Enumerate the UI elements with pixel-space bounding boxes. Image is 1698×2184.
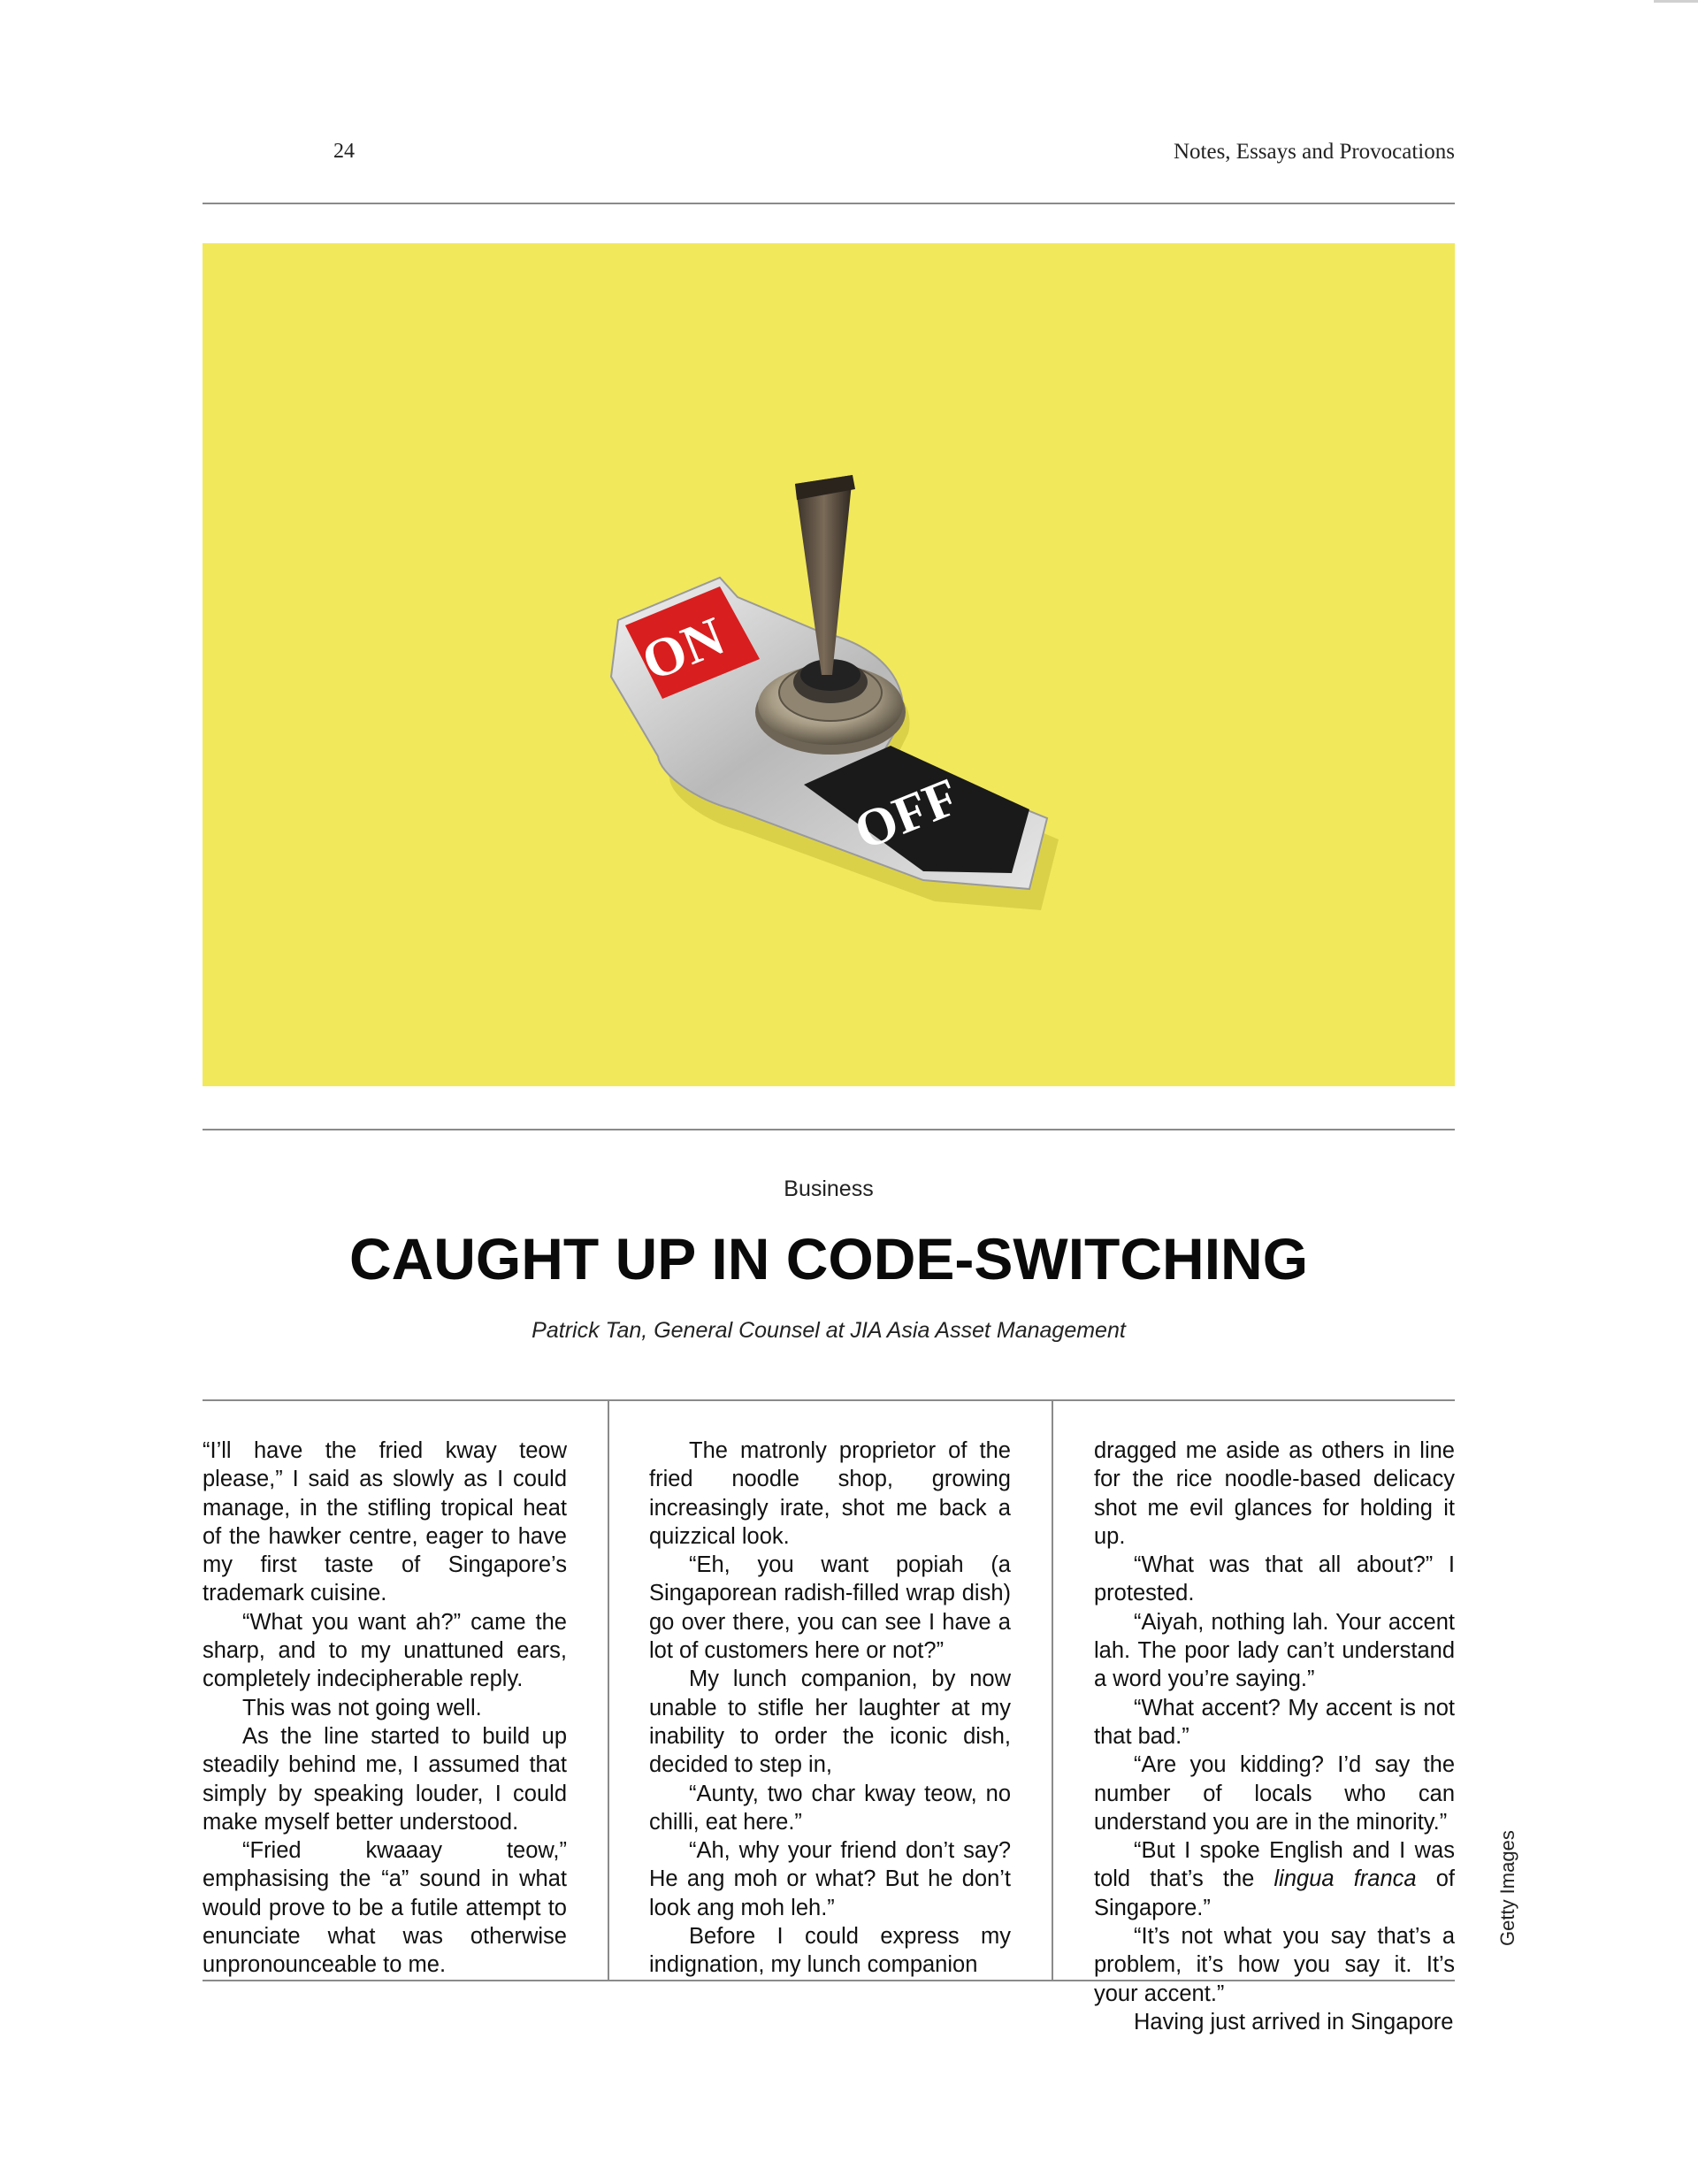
paragraph: “Aiyah, nothing lah. Your accent lah. The poor lady can’t understand a word you’re saying.” xyxy=(1094,1609,1455,1692)
hero-bottom-rule xyxy=(203,1129,1455,1130)
lingua-franca-italic: lingua franca xyxy=(1274,1866,1417,1892)
paragraph: “Ah, why your friend don’t say? He ang moh or what? But he don’t look ang moh leh.” xyxy=(649,1838,1011,1920)
lingua-before: “But I spoke English and I was told that’s the xyxy=(1094,1838,1455,1892)
svg-text:ON: ON xyxy=(633,606,733,693)
paragraph: Before I could express my indignation, my lunch companion xyxy=(649,1924,1011,1978)
column-1 xyxy=(203,1399,567,1980)
paragraph: “It’s not what you say that’s a problem, it’s how you say it. It’s your accent.” xyxy=(1094,1924,1455,2006)
paragraph: “What accent? My accent is not that bad.” xyxy=(1094,1695,1455,1749)
hero-image xyxy=(203,243,1455,1086)
article-title: CAUGHT UP IN CODE-SWITCHING xyxy=(348,1226,1309,1291)
paragraph: This was not going well. xyxy=(242,1695,482,1720)
paragraph: “What you want ah?” came the sharp, and to my unattuned ears, completely indecipherable reply. xyxy=(203,1609,567,1692)
article-body xyxy=(203,1399,1455,2035)
toggle-switch-illustration xyxy=(203,243,1455,1086)
section-header: Notes, Essays and Provocations xyxy=(1173,140,1455,164)
paragraph: “Eh, you want popiah (a Singaporean radish-filled wrap dish) go over there, you can see I have a lot of customers here or not?” xyxy=(649,1552,1011,1664)
lingua-after: of Singapore.” xyxy=(1094,1866,1455,1920)
page-number: 24 xyxy=(333,140,355,163)
paragraph: “What was that all about?” I protested. xyxy=(1094,1552,1455,1606)
paragraph: As the line started to build up steadily behind me, I assumed that simply by speaking louder, I could make myself better understood. xyxy=(203,1723,567,1835)
paragraph: My lunch companion, by now unable to stifle her laughter at my inability to order the iconic dish, decided to step in, xyxy=(649,1667,1011,1778)
article-byline: Patrick Tan, General Counsel at JIA Asia Asset Management xyxy=(532,1318,1126,1343)
paragraph: “Aunty, two char kway teow, no chilli, eat here.” xyxy=(649,1781,1011,1835)
column-2 xyxy=(608,1399,1053,1980)
paragraph: “Fried kwaaay teow,” emphasising the “a” sound in what would prove to be a futile attempt to enunciate what was otherwise unpronounceable to me. xyxy=(203,1838,567,1978)
paragraph: Having just arrived in Singapore xyxy=(1134,2009,1454,2035)
paragraph xyxy=(1094,1836,1455,1922)
svg-text:OFF: OFF xyxy=(846,766,968,862)
paragraph: dragged me aside as others in line for the rice noodle-based delicacy shot me evil glances for holding it up. xyxy=(1094,1438,1455,1549)
paragraph: The matronly proprietor of the fried noodle shop, growing increasingly irate, shot me back a quizzical look. xyxy=(649,1438,1011,1549)
photo-credit: Getty Images xyxy=(1496,1830,1518,1946)
header-rule xyxy=(203,203,1455,204)
paragraph: “I’ll have the fried kway teow please,” I said as slowly as I could manage, in the stifling tropical heat of the hawker centre, eager to have my first taste of Singapore’s trademark cuisine. xyxy=(203,1438,567,1606)
article-category: Business xyxy=(784,1176,874,1201)
columns-bottom-rule xyxy=(203,1980,1455,1981)
page-corner-mark xyxy=(1654,0,1698,3)
column-3 xyxy=(1053,1399,1455,2035)
paragraph: “Are you kidding? I’d say the number of locals who can understand you are in the minority.” xyxy=(1094,1752,1455,1835)
